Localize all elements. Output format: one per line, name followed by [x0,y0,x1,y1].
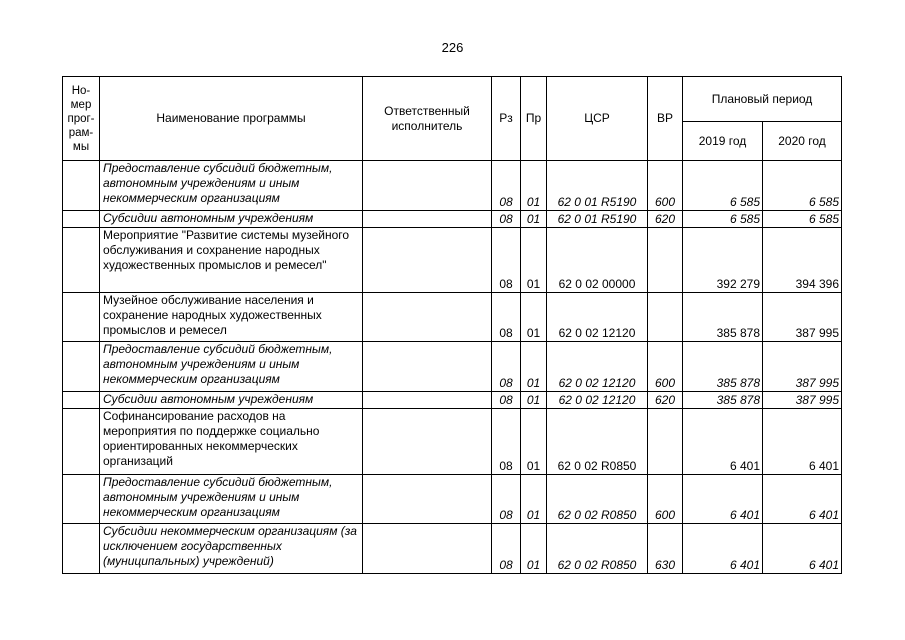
cell-number [63,342,100,392]
cell-name: Софинансирование расходов на мероприятия по поддержке социально ориентированных некоммерческих организаций [100,409,363,475]
cell-2019: 6 401 [683,475,763,524]
header-rz: Рз [492,77,521,161]
cell-csr: 62 0 02 12120 [547,342,648,392]
cell-executor [363,392,492,409]
cell-2020: 6 401 [763,409,842,475]
header-year-2019: 2019 год [683,122,763,161]
header-vr: ВР [648,77,683,161]
cell-pr: 01 [521,524,547,574]
cell-number [63,228,100,293]
page-number: 226 [441,40,464,55]
cell-rz: 08 [492,475,521,524]
table-row [63,211,842,228]
cell-csr: 62 0 02 R0850 [547,475,648,524]
header-planned-period: Плановый период [683,77,842,122]
header-year-2020: 2020 год [763,122,842,161]
cell-csr: 62 0 01 R5190 [547,211,648,228]
cell-name: Субсидии автономным учреждениям [100,392,363,409]
cell-2019: 385 878 [683,293,763,342]
cell-pr: 01 [521,475,547,524]
cell-number [63,392,100,409]
cell-number [63,409,100,475]
cell-number [63,293,100,342]
cell-executor [363,524,492,574]
cell-2020: 387 995 [763,392,842,409]
cell-vr [648,293,683,342]
cell-name: Предоставление субсидий бюджетным, автономным учреждениям и иным некоммерческим организациям [100,161,363,211]
table-row [63,475,842,524]
cell-csr: 62 0 02 12120 [547,293,648,342]
cell-2020: 6 585 [763,211,842,228]
cell-pr: 01 [521,342,547,392]
cell-2020: 387 995 [763,293,842,342]
cell-2019: 385 878 [683,392,763,409]
header-program-number: Но-мер прог-рам-мы [63,77,100,161]
cell-rz: 08 [492,211,521,228]
table-row [63,293,842,342]
cell-csr: 62 0 02 R0850 [547,409,648,475]
header-pr: Пр [521,77,547,161]
table-row [63,342,842,392]
table-row [63,524,842,574]
cell-number [63,475,100,524]
cell-number [63,211,100,228]
table-row [63,409,842,475]
cell-executor [363,228,492,293]
cell-pr: 01 [521,409,547,475]
cell-2019: 6 401 [683,409,763,475]
cell-rz: 08 [492,342,521,392]
cell-name: Субсидии автономным учреждениям [100,211,363,228]
cell-executor [363,161,492,211]
cell-rz: 08 [492,392,521,409]
header-csr: ЦСР [547,77,648,161]
cell-csr: 62 0 02 R0850 [547,524,648,574]
cell-number [63,524,100,574]
cell-vr [648,409,683,475]
cell-vr: 630 [648,524,683,574]
cell-name: Субсидии некоммерческим организациям (за исключением государственных (муниципальных) учреждений) [100,524,363,574]
cell-name: Музейное обслуживание населения и сохранение народных художественных промыслов и ремесел [100,293,363,342]
cell-csr: 62 0 01 R5190 [547,161,648,211]
cell-2019: 6 585 [683,161,763,211]
cell-pr: 01 [521,392,547,409]
cell-2020: 6 401 [763,524,842,574]
header-executor: Ответственный исполнитель [363,77,492,161]
cell-pr: 01 [521,228,547,293]
cell-2020: 6 585 [763,161,842,211]
cell-executor [363,211,492,228]
cell-csr: 62 0 02 00000 [547,228,648,293]
cell-vr: 620 [648,211,683,228]
cell-vr: 600 [648,475,683,524]
cell-rz: 08 [492,161,521,211]
cell-2019: 392 279 [683,228,763,293]
cell-rz: 08 [492,228,521,293]
table-row [63,161,842,211]
cell-executor [363,475,492,524]
cell-rz: 08 [492,524,521,574]
cell-2020: 6 401 [763,475,842,524]
cell-vr: 620 [648,392,683,409]
cell-executor [363,293,492,342]
cell-pr: 01 [521,161,547,211]
cell-vr: 600 [648,342,683,392]
cell-pr: 01 [521,211,547,228]
cell-name: Мероприятие "Развитие системы музейного обслуживания и сохранение народных художественных промыслов и ремесел" [100,228,363,293]
cell-2019: 385 878 [683,342,763,392]
cell-rz: 08 [492,293,521,342]
cell-pr: 01 [521,293,547,342]
cell-2020: 394 396 [763,228,842,293]
cell-name: Предоставление субсидий бюджетным, автономным учреждениям и иным некоммерческим организациям [100,342,363,392]
cell-2020: 387 995 [763,342,842,392]
cell-rz: 08 [492,409,521,475]
cell-name: Предоставление субсидий бюджетным, автономным учреждениям и иным некоммерческим организациям [100,475,363,524]
header-program-name: Наименование программы [100,77,363,161]
cell-executor [363,409,492,475]
table-row [63,392,842,409]
budget-table [62,76,842,574]
cell-2019: 6 585 [683,211,763,228]
cell-2019: 6 401 [683,524,763,574]
cell-vr [648,228,683,293]
cell-number [63,161,100,211]
cell-executor [363,342,492,392]
table-row [63,228,842,293]
cell-vr: 600 [648,161,683,211]
cell-csr: 62 0 02 12120 [547,392,648,409]
